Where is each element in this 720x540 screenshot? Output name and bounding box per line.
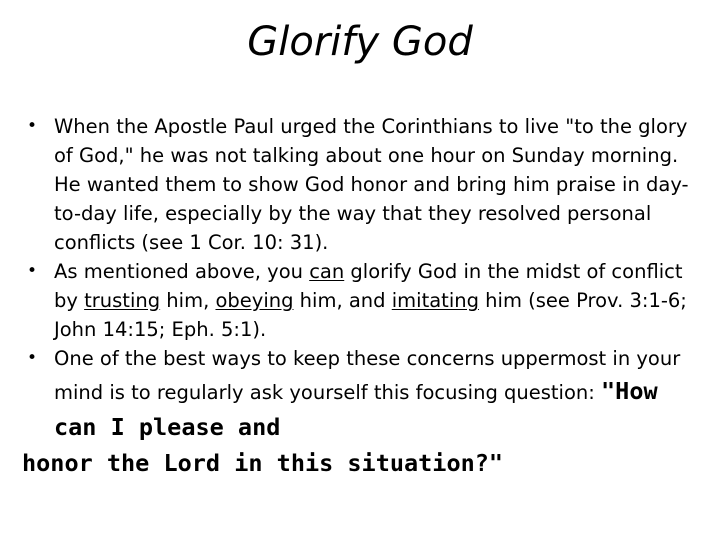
- bullet-text-part: him,: [160, 289, 216, 312]
- bullet-text-part: him, and: [293, 289, 392, 312]
- bullet-dot-icon: •: [27, 348, 38, 368]
- bullet-dot-icon: •: [27, 261, 38, 281]
- focusing-question-part: "How can I please and: [54, 377, 658, 441]
- bullet-text: When the Apostle Paul urged the Corinthians to live "to the glory of God," he was not talking about one hour on Sunday morning. He wanted them to show God honor and bring him praise in day-to-day life, especially by the way that they resolved personal conflicts (see 1 Cor. 10: 31).: [54, 115, 689, 254]
- emphasis-obeying: obeying: [215, 289, 294, 312]
- emphasis-imitating: imitating: [391, 289, 479, 312]
- bullet-text-part: One of the best ways to keep these concerns uppermost in your mind is to regularly ask yourself this focusing question:: [54, 347, 681, 404]
- focusing-question-part: honor the Lord in this situation?": [22, 449, 504, 477]
- bullet-dot-icon: •: [27, 116, 38, 136]
- bullet-list: [22, 112, 702, 481]
- bullet-text-part: As mentioned above, you: [54, 260, 310, 283]
- bullet-text-part: him (see Prov. 3:1-6; John 14:15; Eph. 5:1).: [54, 289, 687, 341]
- bullet-item: [22, 344, 702, 481]
- slide-title: Glorify God: [247, 19, 473, 65]
- bullet-text-part: glorify God in the midst of conflict by: [54, 260, 683, 312]
- bullet-item: [22, 112, 702, 257]
- emphasis-trusting: trusting: [84, 289, 161, 312]
- emphasis-can: can: [309, 260, 345, 283]
- bullet-item: [22, 257, 702, 344]
